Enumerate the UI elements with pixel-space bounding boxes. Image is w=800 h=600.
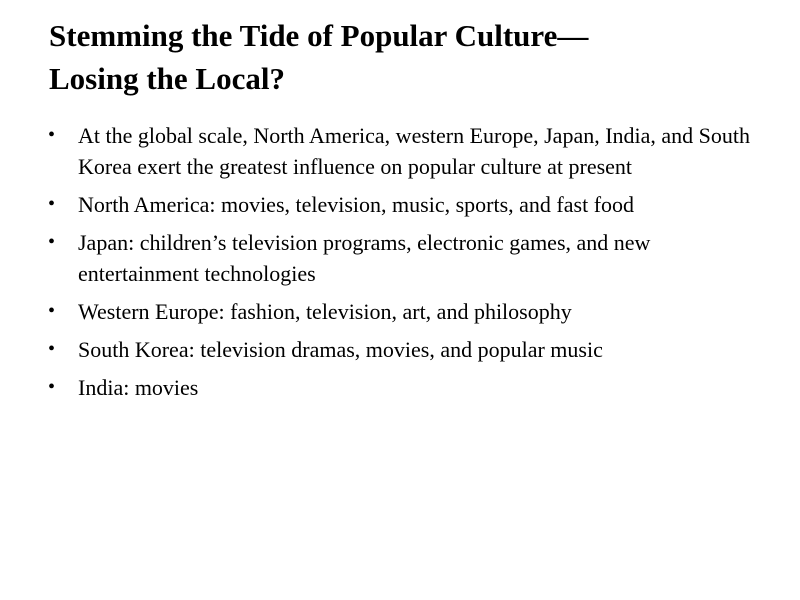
bullet-list xyxy=(48,120,758,410)
bullet-icon: • xyxy=(48,124,56,146)
bullet-item-western-europe xyxy=(48,296,758,327)
slide-title-line-1: Stemming the Tide of Popular Culture— xyxy=(49,18,589,53)
bullet-text: Japan: children’s television programs, electronic games, and new entertainment technologies xyxy=(78,230,651,286)
bullet-icon: • xyxy=(48,338,56,360)
bullet-icon: • xyxy=(48,193,56,215)
bullet-icon: • xyxy=(48,300,56,322)
bullet-text: Western Europe: fashion, television, art, and philosophy xyxy=(78,299,572,324)
bullet-text: South Korea: television dramas, movies, and popular music xyxy=(78,337,603,362)
bullet-item-north-america xyxy=(48,189,758,220)
bullet-text: At the global scale, North America, western Europe, Japan, India, and South Korea exert the greatest influence on popular culture at present xyxy=(78,123,751,179)
bullet-text: North America: movies, television, music, sports, and fast food xyxy=(78,192,635,217)
bullet-item-india xyxy=(48,372,758,403)
slide-title xyxy=(49,14,769,100)
bullet-icon: • xyxy=(48,231,56,253)
bullet-item-japan xyxy=(48,227,758,289)
bullet-item-south-korea xyxy=(48,334,758,365)
bullet-text: India: movies xyxy=(78,375,199,400)
bullet-icon: • xyxy=(48,376,56,398)
slide-title-line-2: Losing the Local? xyxy=(49,61,285,96)
bullet-item-global-scale xyxy=(48,120,758,182)
